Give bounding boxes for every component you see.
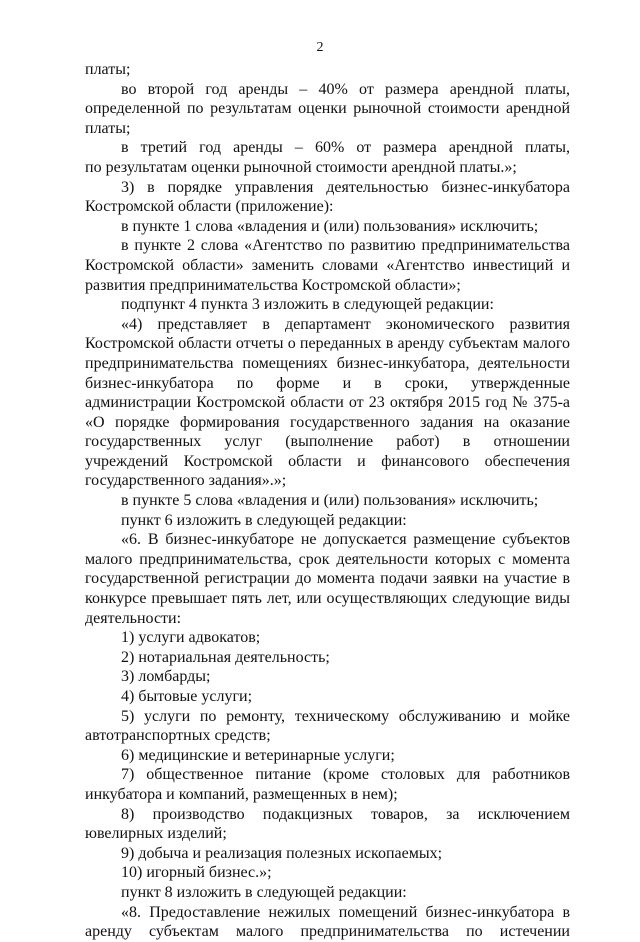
text-line: Костромской области» заменить словами «Агентство инвестиций и xyxy=(85,256,570,274)
text-line: пункт 6 изложить в следующей редакции: xyxy=(121,511,407,529)
text-line: «6. В бизнес-инкубаторе не допускается размещение субъектов xyxy=(121,531,570,549)
text-line: «8. Предоставление нежилых помещений бизнес-инкубатора в xyxy=(121,903,570,921)
text-line: аренду субъектам малого предпринимательства по истечении xyxy=(85,923,570,941)
document-body xyxy=(85,60,570,942)
text-line: во второй год аренды – 40% от размера арендной платы, xyxy=(121,80,570,98)
text-line: бизнес-инкубатора по форме и в сроки, утвержденные xyxy=(85,374,570,392)
text-line: 10) игорный бизнес.»; xyxy=(121,864,272,882)
text-line: в пункте 1 слова «владения и (или) пользования» исключить; xyxy=(121,217,539,235)
text-line: в пункте 5 слова «владения и (или) пользования» исключить; xyxy=(121,492,539,510)
text-line: платы; xyxy=(85,61,131,78)
text-line: в третий год аренды – 60% от размера арендной платы, xyxy=(121,139,570,157)
text-line: по результатам оценки рыночной стоимости арендной платы.»; xyxy=(85,158,517,176)
text-line: инкубатора и компаний, размещенных в нем); xyxy=(85,785,398,803)
text-line: 9) добыча и реализация полезных ископаемых; xyxy=(121,844,443,862)
text-line: платы; xyxy=(85,119,131,137)
text-line: предпринимательства помещениях бизнес-инкубатора, деятельности xyxy=(85,354,570,372)
text-line: 7) общественное питание (кроме столовых для работников xyxy=(121,766,570,784)
text-line: 2) нотариальная деятельность; xyxy=(121,648,330,666)
page-number: 2 xyxy=(316,40,324,55)
text-line: государственной регистрации до момента подачи заявки на участие в xyxy=(85,570,570,588)
text-line: 1) услуги адвокатов; xyxy=(121,629,261,647)
text-line: развития предпринимательства Костромской области»; xyxy=(85,276,461,294)
text-line: государственного задания».»; xyxy=(85,472,287,490)
text-line: в пункте 2 слова «Агентство по развитию предпринимательства xyxy=(121,237,570,255)
text-line: пункт 8 изложить в следующей редакции: xyxy=(121,883,407,901)
text-line: конкурсе превышает пять лет, или осуществляющих следующие виды xyxy=(85,590,570,608)
text-line: 8) производство подакцизных товаров, за исключением xyxy=(121,805,570,823)
text-line: «О порядке формирования государственного задания на оказание xyxy=(85,413,570,431)
text-line: государственных услуг (выполнение работ) в отношении xyxy=(85,433,570,451)
text-line: деятельности: xyxy=(85,609,182,627)
text-line: администрации Костромской области от 23 октября 2015 год № 375-а xyxy=(85,394,570,412)
text-line: 4) бытовые услуги; xyxy=(121,688,253,705)
text-line: 3) в порядке управления деятельностью бизнес-инкубатора xyxy=(121,178,570,196)
text-line: ювелирных изделий; xyxy=(85,825,227,843)
text-line: учреждений Костромской области и финансового обеспечения xyxy=(85,452,570,470)
text-line: подпункт 4 пункта 3 изложить в следующей редакции: xyxy=(121,296,494,314)
text-line: малого предпринимательства, срок деятельности которых с момента xyxy=(85,550,570,568)
text-line: Костромской области (приложение): xyxy=(85,198,334,216)
text-line: «4) представляет в департамент экономического развития xyxy=(121,315,570,333)
text-line: определенной по результатам оценки рыночной стоимости арендной xyxy=(85,100,570,118)
text-line: 6) медицинские и ветеринарные услуги; xyxy=(121,746,395,764)
text-line: 3) ломбарды; xyxy=(121,668,211,686)
text-line: Костромской области отчеты о переданных в аренду субъектам малого xyxy=(85,335,570,353)
text-line: автотранспортных средств; xyxy=(85,727,271,745)
text-line: 5) услуги по ремонту, техническому обслуживанию и мойке xyxy=(121,707,570,725)
